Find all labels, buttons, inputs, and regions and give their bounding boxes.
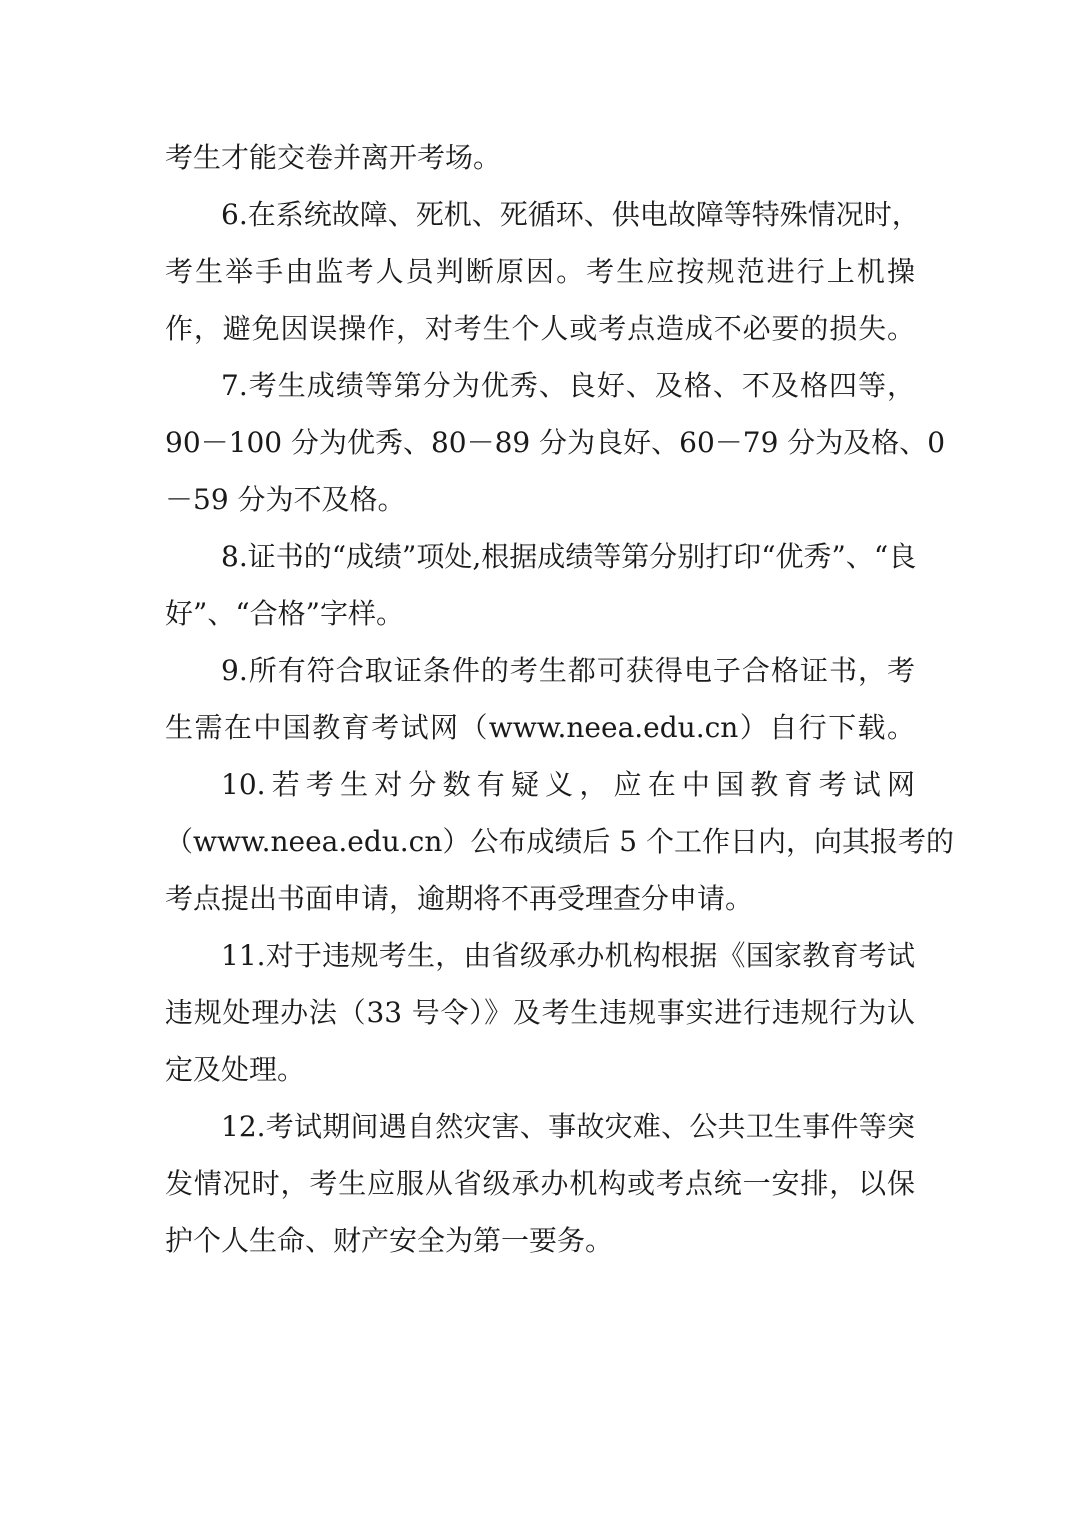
paragraph-line: 违规处理办法（33 号令）》及考生违规事实进行违规行为认 bbox=[165, 996, 915, 1029]
paragraph-line: （www.neea.edu.cn）公布成绩后 5 个工作日内，向其报考的 bbox=[165, 825, 955, 858]
paragraph-line: 6.在系统故障、死机、死循环、供电故障等特殊情况时， bbox=[221, 198, 920, 231]
paragraph-line: 7.考生成绩等第分为优秀、良好、及格、不及格四等， bbox=[221, 369, 915, 402]
paragraph-line: 考点提出书面申请，逾期将不再受理查分申请。 bbox=[165, 882, 754, 915]
paragraph-line: 发情况时，考生应服从省级承办机构或考点统一安排，以保 bbox=[165, 1167, 915, 1200]
paragraph-line: 9.所有符合取证条件的考生都可获得电子合格证书，考 bbox=[221, 654, 915, 687]
paragraph-line: 10.若考生对分数有疑义，应在中国教育考试网 bbox=[221, 768, 915, 801]
paragraph-line: 护个人生命、财产安全为第一要务。 bbox=[165, 1224, 614, 1257]
paragraph-line: 生需在中国教育考试网（www.neea.edu.cn）自行下载。 bbox=[165, 711, 915, 744]
paragraph-line: 11.对于违规考生，由省级承办机构根据《国家教育考试 bbox=[221, 939, 915, 972]
paragraph-line: 8.证书的“成绩”项处,根据成绩等第分别打印“优秀”、“良 bbox=[221, 540, 917, 573]
paragraph-line: 作，避免因误操作，对考生个人或考点造成不必要的损失。 bbox=[165, 312, 915, 345]
paragraph-line: 90－100 分为优秀、80－89 分为良好、60－79 分为及格、0 bbox=[165, 426, 946, 459]
paragraph-line: －59 分为不及格。 bbox=[165, 483, 406, 516]
paragraph-line: 好”、“合格”字样。 bbox=[165, 597, 404, 630]
paragraph-line: 考生举手由监考人员判断原因。考生应按规范进行上机操 bbox=[165, 255, 915, 288]
paragraph-line: 12.考试期间遇自然灾害、事故灾难、公共卫生事件等突 bbox=[221, 1110, 915, 1143]
paragraph-line: 考生才能交卷并离开考场。 bbox=[165, 141, 502, 174]
paragraph-line: 定及处理。 bbox=[165, 1053, 306, 1086]
